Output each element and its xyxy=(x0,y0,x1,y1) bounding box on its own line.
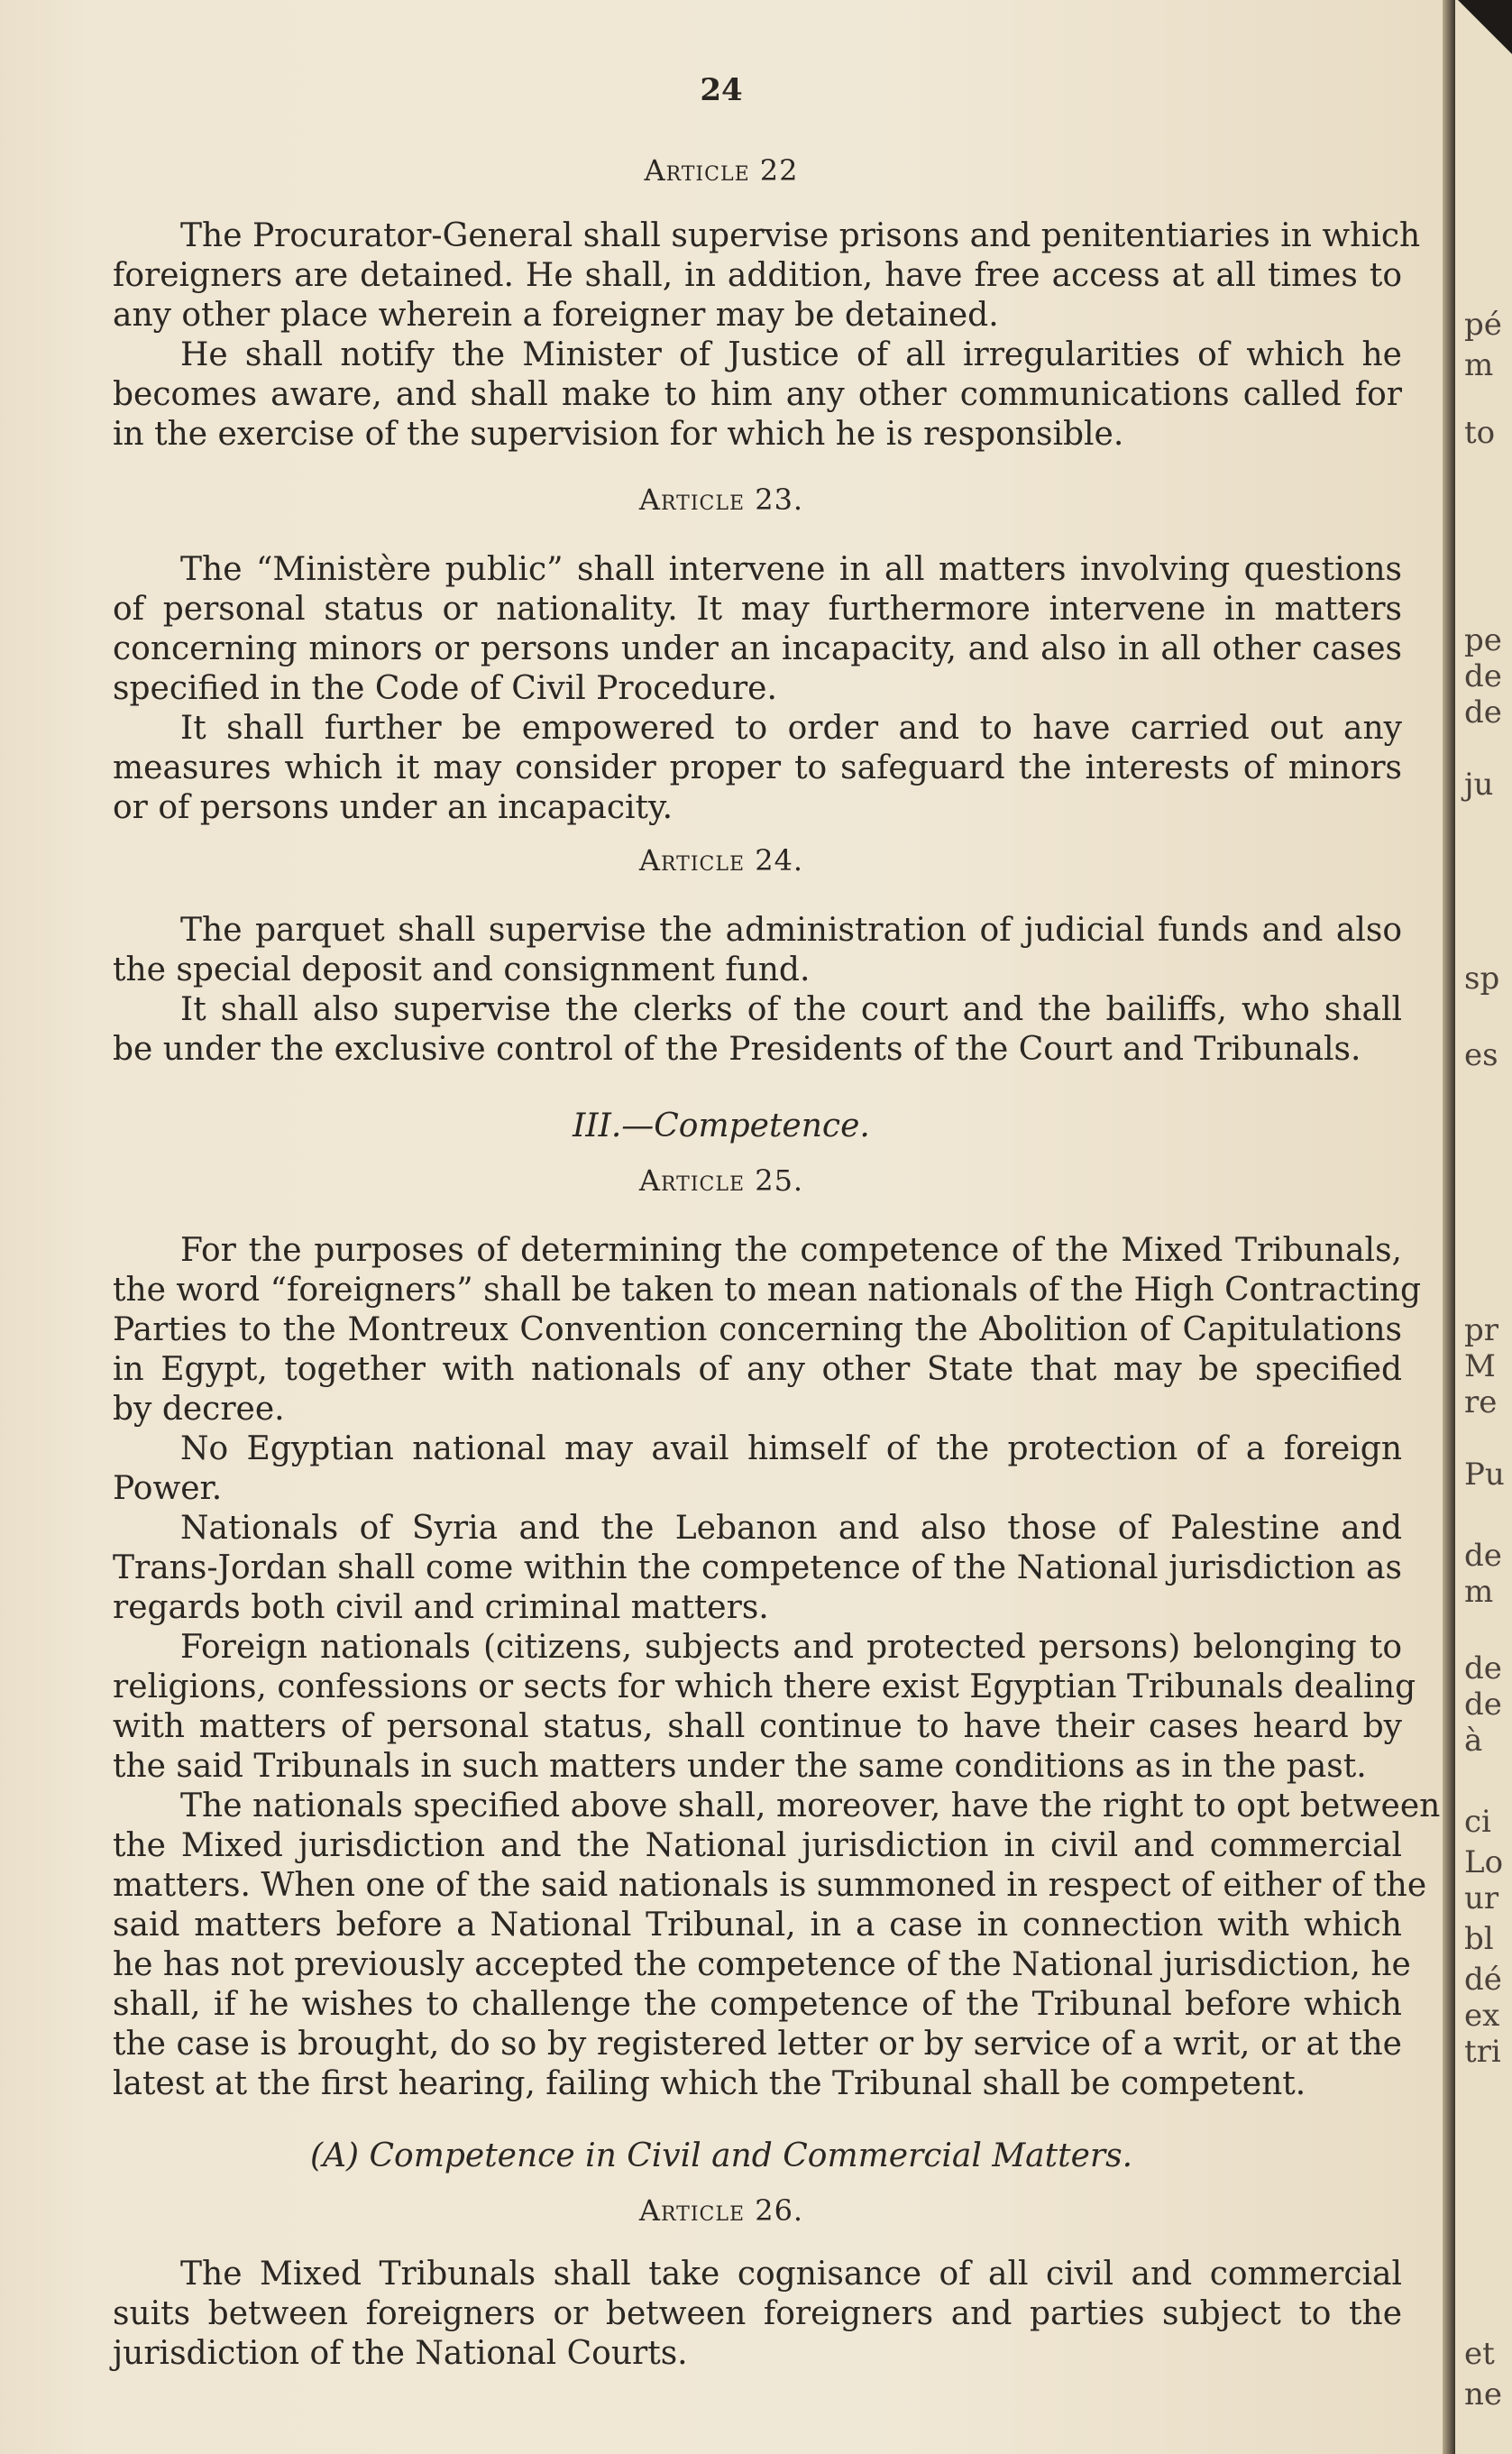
paragraph-line: jurisdiction of the National Courts. xyxy=(113,2335,688,2372)
paragraph-line: The Procurator-General shall supervise prisons and penitentiaries in which xyxy=(180,217,1421,254)
paragraph-line: concerning minors or persons under an incapacity, and also in all other cases xyxy=(113,630,1402,667)
paragraph-line: in Egypt, together with nationals of any other State that may be specified xyxy=(113,1351,1402,1388)
paragraph-line: matters. When one of the said nationals is summoned in respect of either of the xyxy=(113,1867,1427,1904)
article-24-heading: Article 24. xyxy=(638,843,804,878)
facing-page-fragment: dé xyxy=(1464,1962,1502,1998)
article-25-heading: Article 25. xyxy=(638,1163,804,1198)
facing-page-fragment: to xyxy=(1464,415,1496,451)
facing-page-fragment: de xyxy=(1464,1687,1502,1723)
paragraph-line: Nationals of Syria and the Lebanon and also those of Palestine and xyxy=(180,1510,1402,1547)
facing-page-edge xyxy=(1455,0,1512,2454)
paragraph-line: becomes aware, and shall make to him any other communications called for xyxy=(113,376,1402,413)
article-23-heading: Article 23. xyxy=(638,483,804,517)
paragraph-line: said matters before a National Tribunal, in a case in connection with which xyxy=(113,1907,1402,1944)
paragraph-line: Foreign nationals (citizens, subjects and protected persons) belonging to xyxy=(180,1629,1402,1666)
paragraph-line: with matters of personal status, shall continue to have their cases heard by xyxy=(113,1708,1402,1745)
facing-page-fragment: sp xyxy=(1464,960,1500,997)
facing-page-fragment: ci xyxy=(1464,1804,1491,1840)
paragraph-line: suits between foreigners or between foreigners and parties subject to the xyxy=(113,2295,1402,2332)
facing-page-fragment: bl xyxy=(1464,1921,1494,1957)
facing-page-fragment: pr xyxy=(1464,1312,1499,1348)
facing-page-fragment: pe xyxy=(1464,622,1502,658)
paragraph-line: measures which it may consider proper to safeguard the interests of minors xyxy=(113,749,1402,786)
paragraph-line: religions, confessions or sects for which there exist Egyptian Tribunals dealing xyxy=(113,1668,1416,1705)
facing-page-fragment: m xyxy=(1464,347,1494,383)
paragraph-line: latest at the first hearing, failing which the Tribunal shall be competent. xyxy=(113,2065,1306,2102)
paragraph-line: the said Tribunals in such matters under the same conditions as in the past. xyxy=(113,1748,1367,1785)
facing-page-fragment: m xyxy=(1464,1574,1494,1610)
facing-page-fragment: M xyxy=(1464,1348,1496,1384)
paragraph-line: The Mixed Tribunals shall take cognisance of all civil and commercial xyxy=(180,2256,1402,2293)
paragraph-line: It shall further be empowered to order and to have carried out any xyxy=(180,710,1402,747)
article-22-heading: Article 22 xyxy=(644,153,799,188)
paragraph-line: or of persons under an incapacity. xyxy=(113,789,674,826)
paragraph-line: the Mixed jurisdiction and the National jurisdiction in civil and commercial xyxy=(113,1827,1402,1864)
paragraph-line: The “Ministère public” shall intervene in all matters involving questions xyxy=(180,551,1402,588)
facing-page-fragment: ju xyxy=(1464,767,1494,803)
facing-page-fragment: tri xyxy=(1464,2034,1501,2070)
facing-page-fragment: es xyxy=(1464,1037,1498,1073)
paragraph-line: shall, if he wishes to challenge the competence of the Tribunal before which xyxy=(113,1986,1402,2023)
facing-page-fragment: pé xyxy=(1464,307,1502,343)
binding-corner xyxy=(1458,0,1512,54)
paragraph-line: It shall also supervise the clerks of the court and the bailiffs, who shall xyxy=(180,991,1402,1028)
facing-page-fragment: Pu xyxy=(1464,1457,1505,1493)
paragraph-line: Trans-Jordan shall come within the competence of the National jurisdiction as xyxy=(113,1549,1402,1586)
page-number: 24 xyxy=(700,72,743,108)
facing-page-fragment: et xyxy=(1464,2336,1495,2372)
facing-page-fragment: ur xyxy=(1464,1880,1499,1916)
section-heading-civil-commercial: (A) Competence in Civil and Commercial Matters. xyxy=(309,2137,1133,2174)
paragraph-line: in the exercise of the supervision for which he is responsible. xyxy=(113,416,1124,453)
paragraph-line: Power. xyxy=(113,1470,223,1507)
facing-page-fragment: de xyxy=(1464,1538,1502,1574)
facing-page-fragment: de xyxy=(1464,1650,1502,1687)
paragraph-line: any other place wherein a foreigner may be detained. xyxy=(113,297,999,334)
book-gutter xyxy=(1443,0,1455,2454)
paragraph-line: the word “foreigners” shall be taken to mean nationals of the High Contracting xyxy=(113,1272,1421,1309)
facing-page-fragment: ex xyxy=(1464,1998,1500,2034)
paragraph-line: of personal status or nationality. It may furthermore intervene in matters xyxy=(113,591,1402,628)
paragraph-line: foreigners are detained. He shall, in addition, have free access at all times to xyxy=(113,257,1402,294)
paragraph-line: He shall notify the Minister of Justice of all irregularities of which he xyxy=(180,336,1402,373)
section-heading-competence: III.—Competence. xyxy=(573,1108,870,1144)
paragraph-line: The parquet shall supervise the administration of judicial funds and also xyxy=(180,912,1402,949)
paragraph-line: Parties to the Montreux Convention concerning the Abolition of Capitulations xyxy=(113,1311,1402,1348)
facing-page-fragment: re xyxy=(1464,1384,1498,1420)
facing-page-fragment: ne xyxy=(1464,2376,1503,2413)
paragraph-line: by decree. xyxy=(113,1391,285,1428)
paragraph-line: The nationals specified above shall, moreover, have the right to opt between xyxy=(180,1788,1441,1824)
paragraph-line: For the purposes of determining the competence of the Mixed Tribunals, xyxy=(180,1232,1402,1269)
paragraph-line: No Egyptian national may avail himself of the protection of a foreign xyxy=(180,1430,1402,1467)
paragraph-line: the case is brought, do so by registered letter or by service of a writ, or at the xyxy=(113,2026,1402,2063)
paragraph-line: be under the exclusive control of the Presidents of the Court and Tribunals. xyxy=(113,1031,1361,1068)
facing-page-fragment: de xyxy=(1464,694,1502,731)
paragraph-line: the special deposit and consignment fund. xyxy=(113,951,811,988)
facing-page-fragment: de xyxy=(1464,658,1502,694)
paragraph-line: specified in the Code of Civil Procedure. xyxy=(113,670,777,707)
facing-page-fragment: Lo xyxy=(1464,1844,1504,1880)
facing-page-fragment: à xyxy=(1464,1723,1483,1759)
paragraph-line: regards both civil and criminal matters. xyxy=(113,1589,769,1626)
article-26-heading: Article 26. xyxy=(638,2193,804,2228)
paragraph-line: he has not previously accepted the competence of the National jurisdiction, he xyxy=(113,1946,1411,1983)
